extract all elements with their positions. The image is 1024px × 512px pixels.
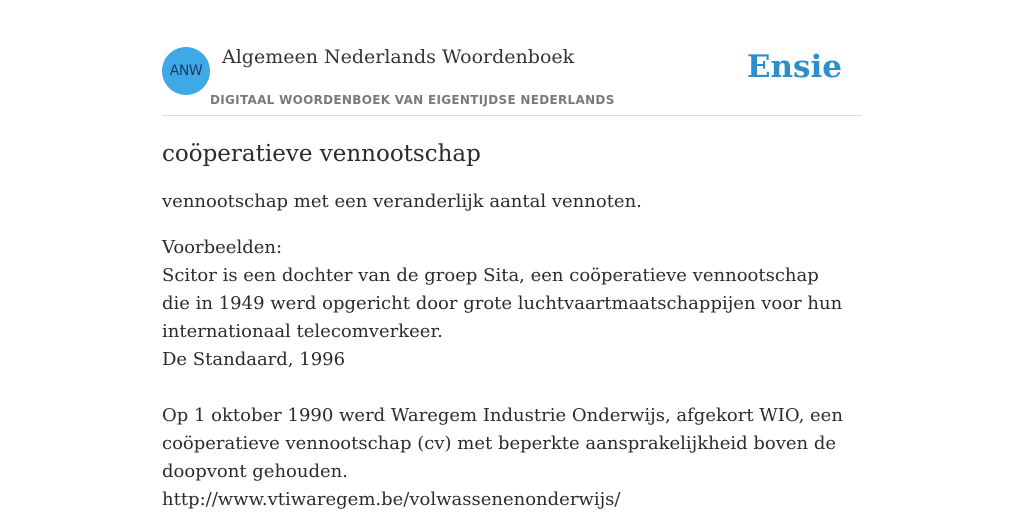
definition: vennootschap met een veranderlijk aantal vennoten. bbox=[162, 191, 642, 212]
site-title[interactable]: Algemeen Nederlands Woordenboek bbox=[222, 46, 575, 68]
examples-block bbox=[162, 234, 852, 512]
site-header bbox=[162, 0, 862, 116]
entry-content bbox=[162, 138, 852, 512]
example-text: Scitor is een dochter van de groep Sita, een coöperatieve vennootschap die in 1949 werd opgericht door grote luchtvaartmaatschappijen voor hun internationaal telecomverkeer. bbox=[162, 265, 843, 342]
example-text: Op 1 oktober 1990 werd Waregem Industrie Onderwijs, afgekort WIO, een coöperatieve vennootschap (cv) met beperkte aansprakelijkheid boven de doopvont gehouden. bbox=[162, 405, 843, 482]
page-title: coöperatieve vennootschap bbox=[162, 141, 481, 167]
site-subtitle: DIGITAAL WOORDENBOEK VAN EIGENTIJDSE NEDERLANDS bbox=[210, 93, 615, 107]
ensie-logo[interactable]: Ensie bbox=[746, 49, 842, 85]
examples-label: Voorbeelden: bbox=[162, 237, 283, 258]
example-source: De Standaard, 1996 bbox=[162, 349, 346, 370]
example-source-link[interactable]: http://www.vtiwaregem.be/volwassenenonderwijs/ bbox=[162, 489, 621, 510]
anw-logo[interactable]: ANW bbox=[162, 47, 210, 95]
example-separator bbox=[162, 374, 852, 402]
